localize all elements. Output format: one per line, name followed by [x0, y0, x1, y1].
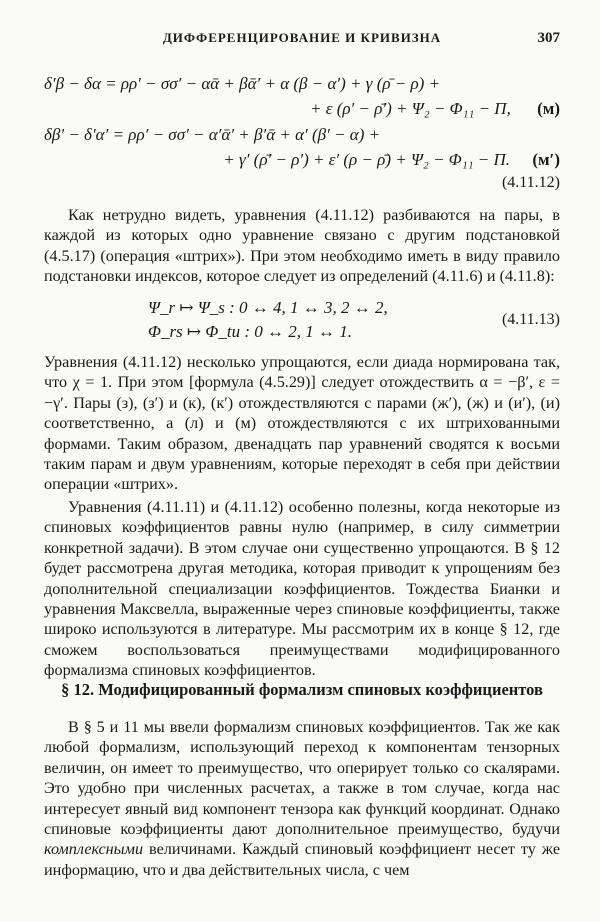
paragraph-section12-text-b: величинами. Каждый спиновый коэффициент несет ту же информацию, что и два действительных числа, с чем [44, 840, 560, 879]
running-header [44, 30, 560, 52]
paragraph-usefulness: Уравнения (4.11.11) и (4.11.12) особенно полезны, когда некоторые из спиновых коэффициентов равны нулю (например, в силу симметрии конкретной задачи). В этом случае они существенно упрощаются. В § 12 будет рассмотрена другая методика, которая приводит к упрощениям без дополнительной специализации коэффициентов. Тождества Бианки и уравнения Максвелла, выраженные через спиновые коэффициенты, также широко используются в литературе. Мы рассмотрим их в конце § 12, где сможем воспользоваться преимуществами модифицированного формализма спиновых коэффициентов. [44, 498, 560, 680]
equation-mp-line1: δβ′ − δ′α′ = ρρ′ − σσ′ − α′ᾱ′ + β′ᾱ + α′ (β′ − α) + [44, 125, 381, 144]
paragraph-section12-text-a: В § 5 и 11 мы ввели формализм спиновых коэффициентов. Так же как любой формализм, использующий переход к компонентам тензорных величин, он имеет то преимущество, что оперирует только со скалярами. Это удобно при численных расчетах, а также в том случае, когда нас интересует явный вид компонент тензора как функций координат. Однако спиновые коэффициенты дают дополнительное преимущество, будучи [44, 718, 560, 839]
index-mapping-phi: Φ_rs ↦ Φ_tu : 0 ↔ 2, 1 ↔ 1. [148, 322, 352, 341]
equation-m-tag: (м) [537, 99, 560, 118]
equation-group-number: (4.11.12) [501, 174, 560, 191]
equation-m-line2 [44, 97, 560, 121]
equation-mp-tag: (м′) [532, 150, 560, 169]
equation-mp-line2 [44, 148, 560, 172]
paragraph-section12-intro [44, 717, 560, 880]
emphasized-word: комплексными [44, 840, 144, 859]
page-number: 307 [537, 30, 560, 46]
equation-mp-body: + γ′ (ρ̄′ − ρ′) + ε′ (ρ − ρ̄) + Ψ₂ − Φ₁₁ − Π. [223, 150, 511, 169]
equation-mapping-number: (4.11.13) [501, 311, 560, 328]
paragraph-normalization: Уравнения (4.11.12) несколько упрощаются, если диада нормирована так, что χ = 1. При этом [формула (4.5.29)] следует отождествить α = −β′, ε = −γ′. Пары (з), (з′) и (к), (к′) отождествляются с парами (ж′), (ж) и (и′), (и) соответственно, а (л) и (м) отождествляются с их штрихованными формами. Таким образом, двенадцать пар уравнений сводятся к восьми таким парам и двум уравнениям, которые переходят в себя при действии операции «штрих». [44, 353, 560, 494]
section-heading: § 12. Модифицированный формализм спиновых коэффициентов [61, 680, 543, 699]
running-title: ДИФФЕРЕНЦИРОВАНИЕ И КРИВИЗНА [162, 30, 442, 45]
index-mapping-psi: Ψ_r ↦ Ψ_s : 0 ↔ 4, 1 ↔ 3, 2 ↔ 2, [148, 298, 388, 317]
equation-m-body: + ε (ρ′ − ρ̄′) + Ψ₂ − Φ₁₁ − Π, [310, 99, 511, 118]
equation-m-line1: δ′β − δα = ρρ′ − σσ′ − αᾱ + βᾱ′ + α (β − α′) + γ (ρ̄ − ρ) + [44, 74, 441, 93]
paragraph-pairs: Как нетрудно видеть, уравнения (4.11.12) разбиваются на пары, в каждой из которых одно уравнение связано с другим подстановкой (4.5.17) (операция «штрих»). При этом необходимо иметь в виду правило подстановки индексов, которое следует из определений (4.11.6) и (4.11.8): [44, 206, 560, 286]
